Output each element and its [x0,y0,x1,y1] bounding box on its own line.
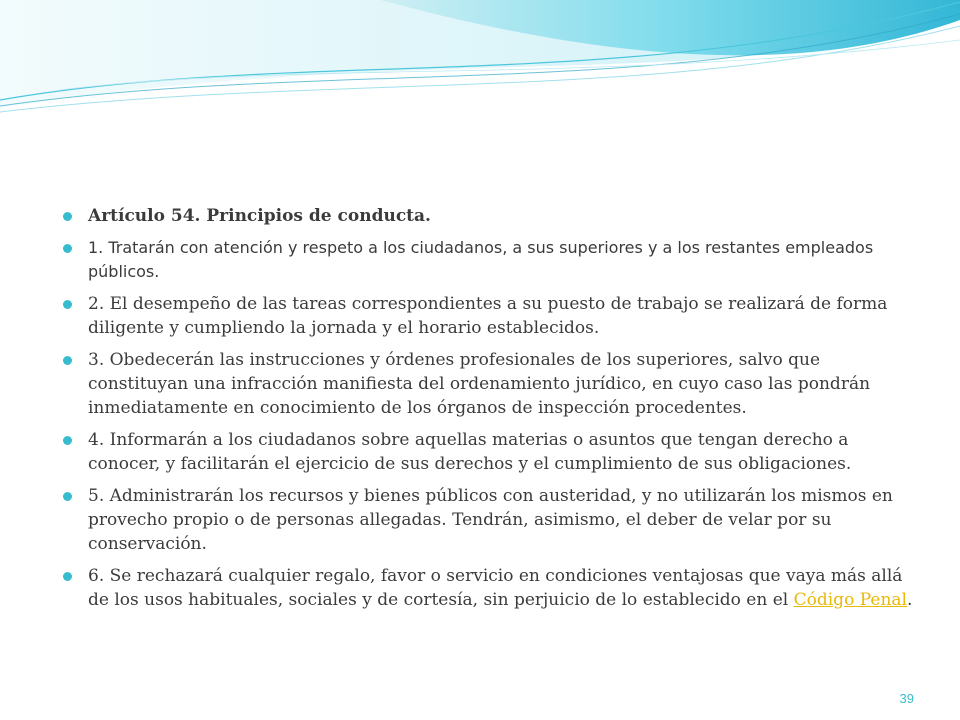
list-item [62,564,922,612]
list-item: 3. Obedecerán las instrucciones y órdenes profesionales de los superiores, salvo que constituyan una infracción manifiesta del ordenamiento jurídico, en cuyo caso las pondrán inmediatamente en conocimiento de los órganos de inspección procedentes. [62,348,922,420]
page-number: 39 [899,691,914,706]
bullet-list [62,204,922,620]
codigo-penal-link[interactable]: Código Penal [793,590,907,610]
list-item: 1. Tratarán con atención y respeto a los ciudadanos, a sus superiores y a los restantes empleados públicos. [62,236,922,284]
list-item-text: 6. Se rechazará cualquier regalo, favor o servicio en condiciones ventajosas que vaya más allá de los usos habituales, sociales y de cortesía, sin perjuicio de lo establecido en el [88,566,903,610]
list-item-suffix: . [906,590,913,610]
list-item: 4. Informarán a los ciudadanos sobre aquellas materias o asuntos que tengan derecho a conocer, y facilitarán el ejercicio de sus derechos y el cumplimiento de sus obligaciones. [62,428,922,476]
list-item: 5. Administrarán los recursos y bienes públicos con austeridad, y no utilizarán los mismos en provecho propio o de personas allegadas. Tendrán, asimismo, el deber de velar por su conservación. [62,484,922,556]
wave-header-decoration [0,0,960,120]
list-item: 2. El desempeño de las tareas correspondientes a su puesto de trabajo se realizará de forma diligente y cumpliendo la jornada y el horario establecidos. [62,292,922,340]
slide-heading: Artículo 54. Principios de conducta. [62,204,922,228]
